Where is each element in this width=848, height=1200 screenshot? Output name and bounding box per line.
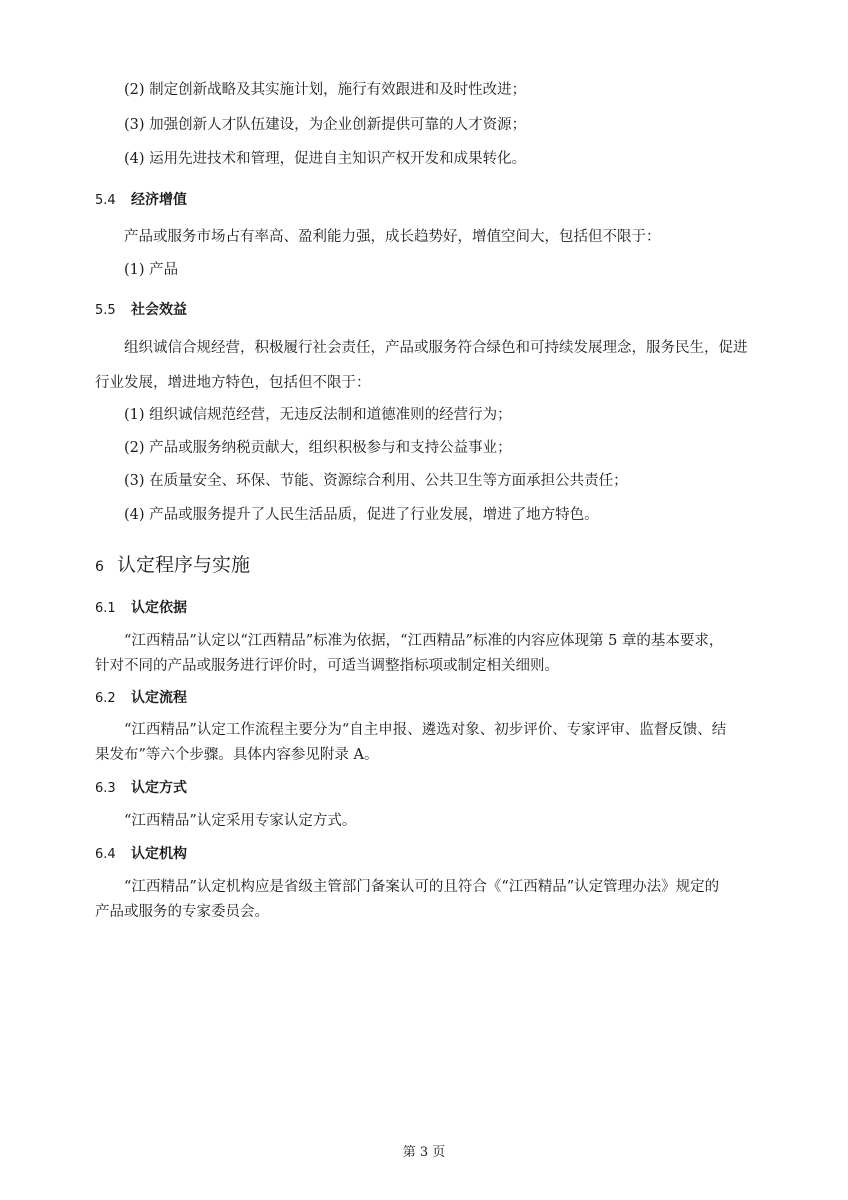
paragraph: “江西精品”认定机构应是省级主管部门备案认可的且符合《“江西精品”认定管理办法》规定的: [124, 879, 720, 895]
section-heading-6-1: [95, 598, 187, 619]
paragraph: “江西精品”认定工作流程主要分为“自主申报、遴选对象、初步评价、专家评审、监督反馈、结: [124, 722, 727, 738]
section-number: 6.2: [95, 691, 116, 706]
section-number: 5.4: [95, 193, 116, 208]
section-title: 经济增值: [131, 192, 187, 208]
section-title: 社会效益: [131, 302, 187, 318]
paragraph: 果发布”等六个步骤。具体内容参见附录 A。: [95, 747, 379, 763]
section-title: 认定依据: [131, 600, 187, 616]
section-heading-6-3: [95, 778, 187, 799]
section-number: 6.3: [95, 781, 116, 796]
paragraph: “江西精品”认定采用专家认定方式。: [124, 813, 357, 829]
list-item: (3) 在质量安全、环保、节能、资源综合利用、公共卫生等方面承担公共责任；: [124, 473, 628, 489]
paragraph: 产品或服务的专家委员会。: [95, 904, 269, 920]
page-number: 第 3 页: [402, 1145, 446, 1160]
list-item: (4) 产品或服务提升了人民生活品质，促进了行业发展，增进了地方特色。: [124, 507, 599, 523]
paragraph: 行业发展，增进地方特色，包括但不限于：: [95, 375, 371, 391]
list-item: (1) 产品: [124, 262, 179, 278]
section-heading-5-5: [95, 300, 187, 321]
list-item: (1) 组织诚信规范经营，无违反法制和道德准则的经营行为；: [124, 407, 512, 423]
section-heading-6-4: [95, 844, 187, 865]
section-title: 认定机构: [131, 846, 187, 862]
list-item: (2) 产品或服务纳税贡献大，组织积极参与和支持公益事业；: [124, 440, 512, 456]
section-number: 6.4: [95, 847, 116, 862]
list-item: (3) 加强创新人才队伍建设，为企业创新提供可靠的人才资源；: [124, 117, 527, 133]
paragraph: 产品或服务市场占有率高、盈利能力强，成长趋势好，增值空间大，包括但不限于：: [124, 229, 661, 245]
paragraph: 组织诚信合规经营，积极履行社会责任，产品或服务符合绿色和可持续发展理念，服务民生，促进: [124, 340, 748, 356]
section-heading-5-4: [95, 190, 187, 211]
chapter-heading-6: [95, 552, 250, 580]
section-title: 认定方式: [131, 780, 187, 796]
section-heading-6-2: [95, 688, 187, 709]
paragraph: “江西精品”认定以“江西精品”标准为依据，“江西精品”标准的内容应体现第 5 章的基本要求，: [124, 633, 724, 649]
list-item: (2) 制定创新战略及其实施计划，施行有效跟进和及时性改进；: [124, 82, 527, 98]
list-item: (4) 运用先进技术和管理，促进自主知识产权开发和成果转化。: [124, 151, 527, 167]
section-number: 5.5: [95, 303, 116, 318]
chapter-title: 认定程序与实施: [117, 554, 251, 576]
section-title: 认定流程: [131, 690, 187, 706]
paragraph: 针对不同的产品或服务进行评价时，可适当调整指标项或制定相关细则。: [95, 658, 559, 674]
section-number: 6.1: [95, 601, 116, 616]
chapter-number: 6: [95, 559, 104, 575]
